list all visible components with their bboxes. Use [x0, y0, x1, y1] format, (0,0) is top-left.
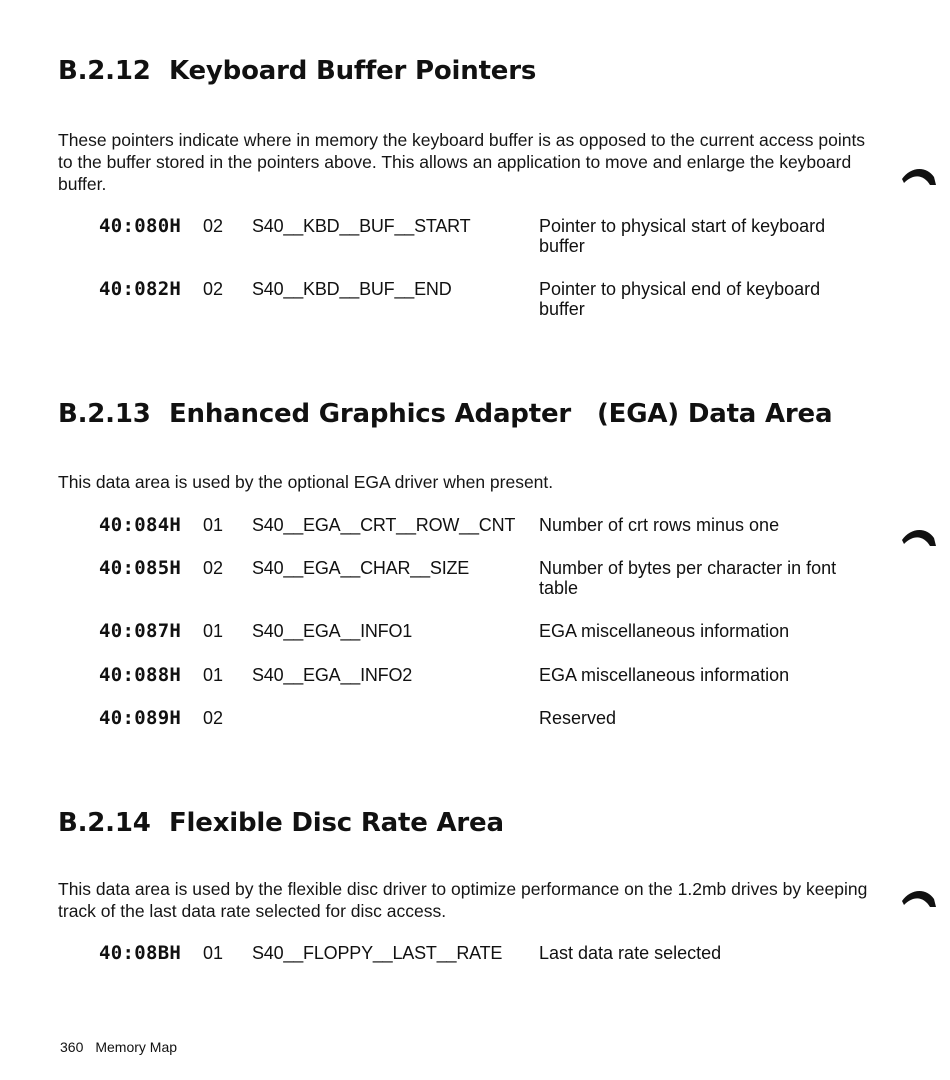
- address: 40:085H: [99, 557, 182, 579]
- symbol-name: S40__FLOPPY__LAST__RATE: [252, 943, 503, 963]
- section-title: Enhanced Graphics Adapter: [169, 399, 571, 429]
- memory-map-row: [0, 216, 950, 260]
- section-number: B.2.12: [58, 56, 151, 86]
- byte-size: 02: [203, 558, 224, 578]
- description: Pointer to physical start of keyboard buffer: [539, 216, 826, 256]
- memory-map-row: [0, 621, 950, 665]
- address: 40:08BH: [99, 942, 182, 964]
- byte-size: 01: [203, 665, 224, 685]
- byte-size: 02: [203, 216, 224, 236]
- description: Number of crt rows minus one: [539, 515, 780, 535]
- description: Number of bytes per character in font table: [539, 558, 837, 598]
- description: Pointer to physical end of keyboard buffer: [539, 279, 821, 319]
- section-paragraph: This data area is used by the flexible disc driver to optimize performance on the 1.2mb drives by keeping track of the last data rate selected for disc access.: [58, 879, 868, 921]
- section-heading-b-2-13: [58, 399, 832, 429]
- section-paragraph: These pointers indicate where in memory the keyboard buffer is as opposed to the current access points to the buffer stored in the pointers above. This allows an application to move and enlarge the keyboard buffer.: [58, 130, 866, 194]
- address: 40:084H: [99, 514, 182, 536]
- description: EGA miscellaneous information: [539, 665, 790, 685]
- symbol-name: S40__EGA__INFO2: [252, 665, 413, 685]
- symbol-name: S40__EGA__CHAR__SIZE: [252, 558, 470, 578]
- description: EGA miscellaneous information: [539, 621, 790, 641]
- symbol-name: S40__KBD__BUF__END: [252, 279, 452, 299]
- binder-tab-mark: [900, 885, 940, 909]
- section-number: B.2.13: [58, 399, 151, 429]
- page-number: 360: [60, 1039, 84, 1055]
- memory-map-row: [0, 558, 950, 602]
- section-title: Keyboard Buffer Pointers: [169, 56, 537, 86]
- byte-size: 02: [203, 708, 224, 728]
- page-footer: [60, 1039, 177, 1055]
- section-title: Flexible Disc Rate Area: [169, 808, 504, 838]
- address: 40:088H: [99, 664, 182, 686]
- byte-size: 01: [203, 943, 224, 963]
- symbol-name: S40__KBD__BUF__START: [252, 216, 471, 236]
- memory-map-row: [0, 279, 950, 323]
- address: 40:089H: [99, 707, 182, 729]
- byte-size: 01: [203, 515, 224, 535]
- section-number: B.2.14: [58, 808, 151, 838]
- memory-map-row: [0, 515, 950, 559]
- section-heading-b-2-12: [58, 56, 536, 86]
- symbol-name: S40__EGA__INFO1: [252, 621, 413, 641]
- binder-tab-mark: [900, 163, 940, 187]
- section-title-suffix: (EGA) Data Area: [597, 399, 833, 429]
- memory-map-row: [0, 665, 950, 709]
- address: 40:087H: [99, 620, 182, 642]
- memory-map-row: [0, 943, 950, 987]
- description: Last data rate selected: [539, 943, 722, 963]
- byte-size: 01: [203, 621, 224, 641]
- address: 40:080H: [99, 215, 182, 237]
- section-heading-b-2-14: [58, 808, 504, 838]
- section-paragraph: This data area is used by the optional EGA driver when present.: [58, 472, 554, 492]
- binder-tab-mark: [900, 524, 940, 548]
- description: Reserved: [539, 708, 617, 728]
- byte-size: 02: [203, 279, 224, 299]
- symbol-name: S40__EGA__CRT__ROW__CNT: [252, 515, 516, 535]
- memory-map-row: [0, 708, 950, 752]
- running-title: Memory Map: [95, 1039, 178, 1055]
- address: 40:082H: [99, 278, 182, 300]
